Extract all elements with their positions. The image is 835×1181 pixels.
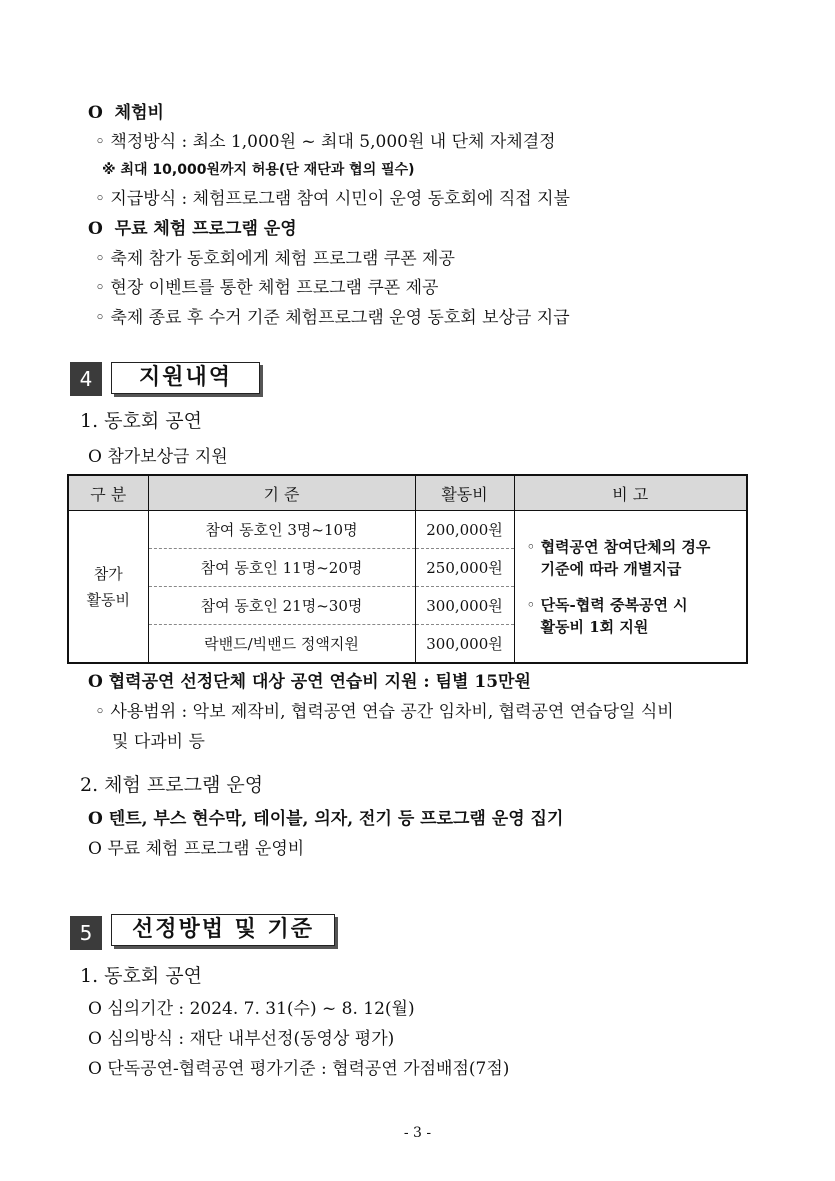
- amount-cell: 200,000원: [415, 511, 514, 549]
- free-bullet: ◦ 축제 참가 동호회에게 체험 프로그램 쿠폰 제공: [95, 249, 455, 269]
- program-item: O 무료 체험 프로그램 운영비: [88, 839, 305, 859]
- amount-cell: 300,000원: [415, 587, 514, 625]
- subsection-heading: 2. 체험 프로그램 운영: [80, 774, 264, 796]
- criteria-cell: 참여 동호인 21명~30명: [148, 587, 415, 625]
- section-title: 선정방법 및 기준: [111, 914, 335, 946]
- support-table: [67, 474, 748, 664]
- table-header-row: [68, 475, 747, 511]
- free-bullet: ◦ 축제 종료 후 수거 기준 체험프로그램 운영 동호회 보상금 지급: [95, 308, 570, 328]
- criteria-cell: 참여 동호인 3명~10명: [148, 511, 415, 549]
- circle-bullet-icon: O: [88, 103, 103, 123]
- criteria-cell: 참여 동호인 11명~20명: [148, 549, 415, 587]
- table-header: 구 분: [68, 475, 148, 511]
- table-row: [68, 511, 747, 549]
- selection-item: O 단독공연-협력공연 평가기준 : 협력공연 가점배점(7점): [88, 1059, 510, 1079]
- practice-support: O 협력공연 선정단체 대상 공연 연습비 지원 : 팀별 15만원: [88, 672, 531, 692]
- remarks-cell: ◦ 협력공연 참여단체의 경우 기준에 따라 개별지급 ◦ 단독-협력 중복공연 시 활동비 1회 지원: [514, 511, 747, 664]
- selection-item: O 심의기간 : 2024. 7. 31(수) ~ 8. 12(월): [88, 999, 415, 1019]
- fee-method: ◦ 책정방식 : 최소 1,000원 ~ 최대 5,000원 내 단체 자체결정: [95, 132, 556, 152]
- fee-note: ※ 최대 10,000원까지 허용(단 재단과 협의 필수): [102, 162, 415, 178]
- usage-scope: ◦ 사용범위 : 악보 제작비, 협력공연 연습 공간 임차비, 협력공연 연습당일 식비: [95, 702, 674, 722]
- criteria-cell: 락밴드/빅밴드 정액지원: [148, 625, 415, 664]
- category-cell: 참가 활동비: [68, 511, 148, 664]
- amount-cell: 300,000원: [415, 625, 514, 664]
- table-header: 기 준: [148, 475, 415, 511]
- amount-cell: 250,000원: [415, 549, 514, 587]
- usage-scope-cont: 및 다과비 등: [112, 732, 205, 752]
- page-number: - 3 -: [403, 1125, 432, 1141]
- fee-payment: ◦ 지급방식 : 체험프로그램 참여 시민이 운영 동호회에 직접 지불: [95, 189, 570, 209]
- section-number: 4: [70, 362, 102, 396]
- table-header: 활동비: [415, 475, 514, 511]
- free-program-title: O 무료 체험 프로그램 운영: [88, 219, 297, 239]
- section-number: 5: [70, 916, 102, 950]
- sub-item: O 참가보상금 지원: [88, 447, 228, 467]
- section-title: 지원내역: [111, 362, 260, 394]
- selection-item: O 심의방식 : 재단 내부선정(동영상 평가): [88, 1029, 395, 1049]
- fee-title: O 체험비: [88, 103, 164, 123]
- subsection-heading: 1. 동호회 공연: [80, 965, 202, 987]
- free-bullet: ◦ 현장 이벤트를 통한 체험 프로그램 쿠폰 제공: [95, 278, 439, 298]
- table-header: 비 고: [514, 475, 747, 511]
- program-item: O 텐트, 부스 현수막, 테이블, 의자, 전기 등 프로그램 운영 집기: [88, 809, 564, 829]
- subsection-heading: 1. 동호회 공연: [80, 410, 202, 432]
- circle-bullet-icon: O: [88, 219, 103, 239]
